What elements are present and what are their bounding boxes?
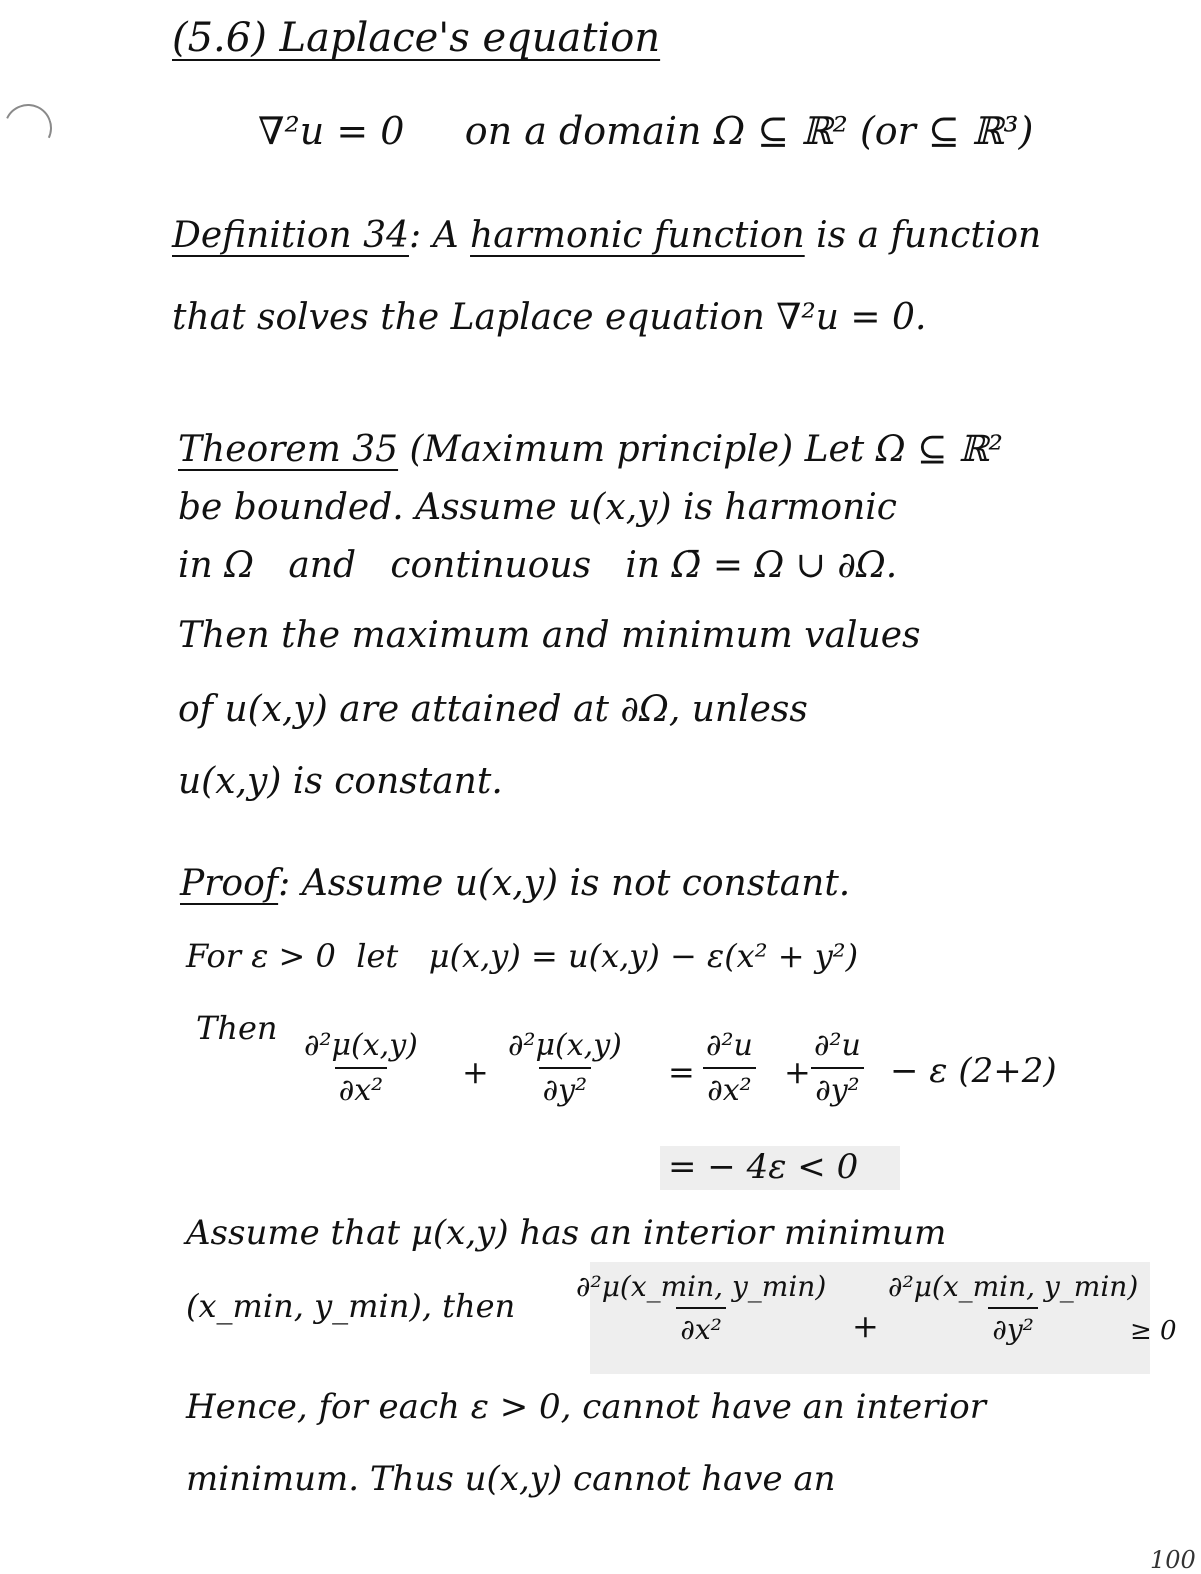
fraction-numerator: ∂²μ(x,y) <box>508 1028 622 1063</box>
fraction-numerator: ∂²u <box>706 1028 753 1063</box>
proof-line-4: Assume that μ(x,y) has an interior minimum <box>186 1213 947 1253</box>
fraction-denominator: ∂x² <box>335 1067 387 1108</box>
fraction-numerator: ∂²μ(x_min, y_min) <box>888 1270 1139 1303</box>
fraction-denominator: ∂x² <box>676 1307 726 1346</box>
proof-line-1-text: Assume u(x,y) is not constant. <box>301 863 851 904</box>
fraction-denominator: ∂x² <box>703 1067 755 1108</box>
definition-line-1 <box>172 215 1042 256</box>
plus-sign: + <box>784 1053 811 1091</box>
proof-line-2: For ε > 0 let μ(x,y) = u(x,y) − ε(x² + y²) <box>186 937 859 975</box>
proof-separator: : <box>278 863 291 904</box>
fraction-min-dx2 <box>572 1270 830 1346</box>
geq-zero: ≥ 0 <box>1130 1316 1177 1346</box>
fraction-numerator: ∂²μ(x,y) <box>304 1028 418 1063</box>
fraction-d2u-dx2 <box>702 1028 757 1108</box>
fraction-denominator: ∂y² <box>988 1307 1038 1346</box>
definition-label: Definition 34 <box>172 215 409 256</box>
plus-sign: + <box>852 1307 879 1345</box>
plus-sign: + <box>462 1053 489 1091</box>
proof-line-1 <box>180 863 851 904</box>
fraction-d2u-dy2 <box>810 1028 865 1108</box>
proof-line-7: minimum. Thus u(x,y) cannot have an <box>186 1459 836 1499</box>
page-number: 100 <box>1150 1546 1196 1574</box>
equals-sign: = <box>668 1053 695 1091</box>
fraction-numerator: ∂²u <box>814 1028 861 1063</box>
proof-label: Proof <box>180 863 279 904</box>
fraction-denominator: ∂y² <box>811 1067 864 1108</box>
definition-term: harmonic function <box>470 215 805 256</box>
laplace-equation-line: ∇²u = 0 on a domain Ω ⊆ ℝ² (or ⊆ ℝ³) <box>258 109 1034 153</box>
definition-line-2: that solves the Laplace equation ∇²u = 0. <box>172 297 927 338</box>
fraction-min-dy2 <box>884 1270 1142 1346</box>
theorem-line-6: u(x,y) is constant. <box>178 761 503 802</box>
epsilon-term: − ε (2+2) <box>890 1051 1057 1091</box>
definition-separator: : <box>408 215 422 256</box>
fraction-numerator: ∂²μ(x_min, y_min) <box>576 1270 827 1303</box>
proof-line-5: (x_min, y_min), then <box>186 1287 516 1325</box>
definition-text-a: A <box>432 215 459 256</box>
result-line: = − 4ε < 0 <box>668 1147 859 1187</box>
theorem-line-1 <box>178 429 1003 470</box>
fraction-denominator: ∂y² <box>539 1067 592 1108</box>
section-heading: (5.6) Laplace's equation <box>172 15 661 61</box>
proof-line-6: Hence, for each ε > 0, cannot have an interior <box>186 1387 987 1427</box>
proof-then: Then <box>196 1009 278 1047</box>
definition-text-b: is a function <box>816 215 1042 256</box>
theorem-line-4: Then the maximum and minimum values <box>178 615 921 656</box>
theorem-line-1-text: (Maximum principle) Let Ω ⊆ ℝ² <box>409 429 1003 470</box>
theorem-line-2: be bounded. Assume u(x,y) is harmonic <box>178 487 897 528</box>
theorem-line-3: in Ω and continuous in Ω̄ = Ω ∪ ∂Ω. <box>178 545 898 586</box>
theorem-label: Theorem 35 <box>178 429 399 470</box>
theorem-line-5: of u(x,y) are attained at ∂Ω, unless <box>178 689 808 730</box>
fraction-d2mu-dy2 <box>504 1028 626 1108</box>
fraction-d2mu-dx2 <box>300 1028 422 1108</box>
punch-hole-mark <box>0 97 59 159</box>
